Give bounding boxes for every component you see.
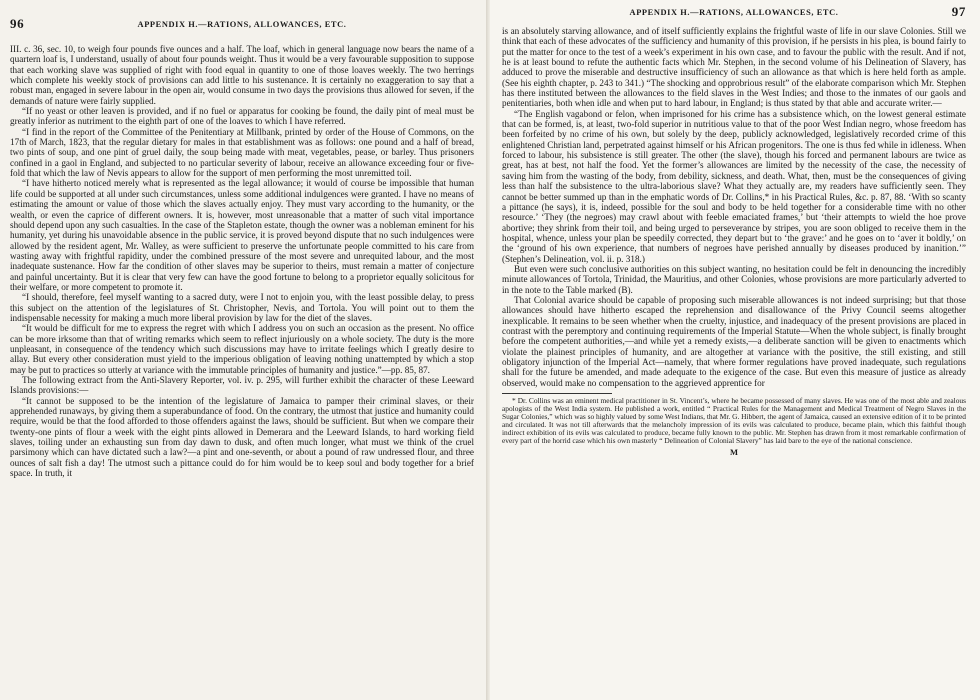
left-page	[0, 0, 488, 700]
left-paragraph: “It cannot be supposed to be the intention of the legislature of Jamaica to pamper their criminal slaves, or their apprehended runaways, by giving them a superabundance of food. On the contrary, the utmost that justice and humanity could require, would be that the food afforded to those offenders against the laws, should be sufficient. But when we compare their twenty-one pints of flour a week with the eight pints allowed in Demerara and the Leeward Islands, to hard working field slaves, toiling under an exhausting sun from day dawn to dusk, and often much longer, what must we think of the cruel parsimony which can have dictated such a law?—a pint and one-seventh, or about a pound of raw undressed flour, and three ounces of salt fish a day! The utmost such a pittance could do for him would be to keep soul and body together for a brief space. In truth, it	[10, 395, 475, 479]
left-page-body	[10, 44, 474, 478]
right-paragraph: “The English vagabond or felon, when imprisoned for his crime has a subsistence which, on the lowest general estimate that can be formed, is, at least, two-fold superior in nutritious value to that of the poor West Indian negro, whose freedom has been forfeited by no crime of his own, but solely by the deep, publicly acknowledged, legislatively recorded crime of this enlightened Christian land, perpetrated against himself or his African progenitors. The one is thus fed while in idleness. When forced to labour, his subsistence is still greater. The other (the slave), though his forced and permanent labours are twice as great, has at best, not half the food. Yet the former’s allowances are limited by the necessity of the case, the necessity of saving him from the wasting of the body, from debility, sickness, and death. What, then, must be the consequences of giving less than half the subsistence to the ultra-laborious slave? What they actually are, my readers have sufficiently seen. They cannot be better summed up than in the emphatic words of Dr. Collins,* in his Practical Rules, &c. p. 87, 88. ‘With so scanty a pittance (he says), it is, indeed, possible for the soul and body to be held together for a considerable time with no other resource.’ ‘They (the negroes) may crawl about with feeble emaciated frames,’ but ‘their attempts to wield the hoe prove abortive; they shrink from their toil, and being urged to perseverance by stripes, you are soon obliged to receive them in the hospital, whence, unless your plan be speedily corrected, they depart but to ‘the grave:’ and he goes on to ‘aver it boldly,’ on the ‘ground of his own experience, that numbers of negroes have perished annually by diseases produced by inanition.’” (Stephen’s Delineation, vol. ii. p. 318.)	[502, 108, 966, 264]
right-running-head: APPENDIX H.—RATIONS, ALLOWANCES, ETC.	[629, 8, 839, 17]
footnote-text: * Dr. Collins was an eminent medical practitioner in St. Vincent’s, where he became possessed of many slaves. He was one of the most able and zealous apologists of the West India system. He published a work, entitled “ Practical Rules for the Management and Medical Treatment of Negro Slaves in the Sugar Colonies,” which was so highly valued by some West Indians, that Mr. G. Hibbert, the agent of Jamaica, caused an extensive edition of it to be printed and circulated. It was not till afterwards that the melancholy impression of its evils was calculated to produce, became plain, which this faithful though indirect exhibition of its evils was calculated to produce, became fully known to the public. Mr. Stephen has drawn from it most remarkable confirmation of every part of the horrid case which his own masterly “ Delineation of Colonial Slavery” has laid bare to the eye of the national conscience.	[502, 396, 966, 446]
right-page-number: 97	[951, 4, 966, 19]
right-paragraph: is an absolutely starving allowance, and of itself sufficiently explains the frightful waste of life in our slave Colonies. Still we think that each of these advocates of the sufficiency and humanity of this provision, if he persists in his plea, is bound fairly to put the matter for once to the test of a week’s experiment in his own case, and to favour the public with the result. And if not, he is at least bound to refute the authentic facts which Mr. Stephen, in the second volume of his Delineation of Slavery, has adduced to prove the miserable and destructive insufficiency of such an allowance as that which is here held forth as ample. (See his eighth chapter, p. 243 to 341.) “The shocking and opprobrious result” of the elaborate comparison which Mr. Stephen has there instituted between the allowances to the field slaves in the West Indies; and those to the inmates of our gaols and penitentiaries, both when idle and when put to hard labour, in England; is thus stated by that able and accurate writer.—	[502, 26, 966, 109]
left-paragraph: “It would be difficult for me to express the regret with which I address you on such an occasion as the present. No office can be more irksome than that of writing remarks which seem to reflect injuriously on a whole society. The duty is the more unpleasant, in consequence of the tendency which such discussions may have to irritate feelings which I greatly desire to allay. But every other consideration must yield to the imperious obligation of leaving nothing unattempted by which a stop may be put to practices so utterly at variance with the immutable principles of humanity and justice.”—pp. 85, 87.	[10, 323, 474, 375]
left-paragraph: “I should, therefore, feel myself wanting to a sacred duty, were I not to enjoin you, with the least possible delay, to press this subject on the attention of the legislatures of St. Christopher, Nevis, and Tortola. You will point out to them the indispensable necessity for making a much more liberal provision by law for the diet of the slaves.	[10, 292, 474, 323]
left-paragraph: III. c. 36, sec. 10, to weigh four pounds five ounces and a half. The loaf, which in general language now bears the name of a quartern loaf is, I understand, usually of about four pounds weight. Thus it would be a very favourable supposition to suppose that each working slave was supplied of right with food equal in quantity to one of those loaves weekly. The two herrings which complete his weekly stock of provisions can add little to his sustenance. It is certainly no exaggeration to say that a robust man, engaged in severe labour in the open air, would consume in two days the provisions thus allowed for seven, if the demands of nature were fairly supplied.	[10, 44, 474, 106]
left-paragraph: “I have hitherto noticed merely what is represented as the legal allowance; it would of course be impossible that human life could be supported at all under such circumstances, unless some additional indulgences were granted. I have no means of estimating the amount or value of those which the slaves actually enjoy. They must vary according to the humanity, or the wealth, or even the caprice of different owners. It is, however, most unreasonable that a matter of such vital importance should depend upon any such casualties. In the case of the Stapleton estate, though the owner was a nobleman eminent for his humanity, yet during his unavoidable absence in the public service, it is proved beyond dispute that no such indulgences were allowed by the resident agent, Mr. Walley, as were sufficient to preserve the unfortunate people committed to his care from wasting away with frightful rapidity, under the combined pressure of the most severe and unrequited labour, and the most inadequate sustenance. How far the condition of other slaves may be superior to theirs, must remain a matter of conjecture and painful uncertainty. But it is clear that very few can have the good fortune to belong to a proprietor equally solicitous for their welfare, or more competent to promote it.	[10, 178, 474, 292]
left-paragraph: The following extract from the Anti-Slavery Reporter, vol. iv. p. 295, will further exhibit the character of these Leeward Islands provisions:—	[10, 375, 474, 396]
left-paragraph: “I find in the report of the Committee of the Penitentiary at Millbank, printed by order of the House of Commons, on the 17th of March, 1823, that the regular dietary for males in that establishment was as follows: one pound and a half of bread, two pints of soup, and one pint of gruel daily, the soup being made with meat, vegetables, pease, or barley. Thus prisoners confined in a gaol in England, and subjected to no particular severity of labour, receive an allowance exceeding four or five-fold that which the law of Nevis appears to allow for the support of men performing the most unremitted toil.	[10, 126, 474, 179]
right-page-header	[502, 4, 966, 22]
right-paragraph: That Colonial avarice should be capable of proposing such miserable allowances is not indeed surprising; but that those allowances should have hitherto escaped the reprehension and disallowance of the Privy Council seems altogether inexplicable. It remains to be seen whether when the cruelty, injustice, and inadequacy of the present provisions are placed in contrast with the peremptory and continuing requirements of the Imperial Statute—When the whole subject, is finally brought before the competent authorities,—and while yet a remedy exists,—a deliberate sanction will be given to enactments which violate the plainest principles of humanity, and are altogether at variance with the positive, the still existing, and still obligatory injunction of the Imperial Act—namely, that where former regulations have proved inadequate, such regulations shall for the future be amended, and made adequate to the exigence of the case. But even this measure of justice as already observed, would make no compensation to the aggrieved apprentice for	[502, 294, 966, 388]
left-paragraph: “If no yeast or other leaven is provided, and if no fuel or apparatus for cooking be found, the daily pint of meal must be greatly inferior as nutriment to the eighth part of one of the loaves to which I have referred.	[10, 106, 474, 127]
right-page	[490, 0, 980, 700]
left-page-number: 96	[10, 16, 25, 31]
footnote-rule	[502, 393, 612, 394]
right-page-body	[502, 26, 966, 388]
left-page-header	[10, 16, 474, 34]
right-paragraph: But even were such conclusive authorities on this subject wanting, no hesitation could be felt in denouncing the incredibly minute allowances of Tortola, Trinidad, the Mauritius, and other Colonies, whose provisions are more particularly adverted to in the note to the Table marked (B).	[502, 263, 966, 295]
signature-mark: M	[729, 447, 739, 458]
left-running-head: APPENDIX H.—RATIONS, ALLOWANCES, ETC.	[137, 20, 347, 29]
footnote	[502, 397, 966, 445]
